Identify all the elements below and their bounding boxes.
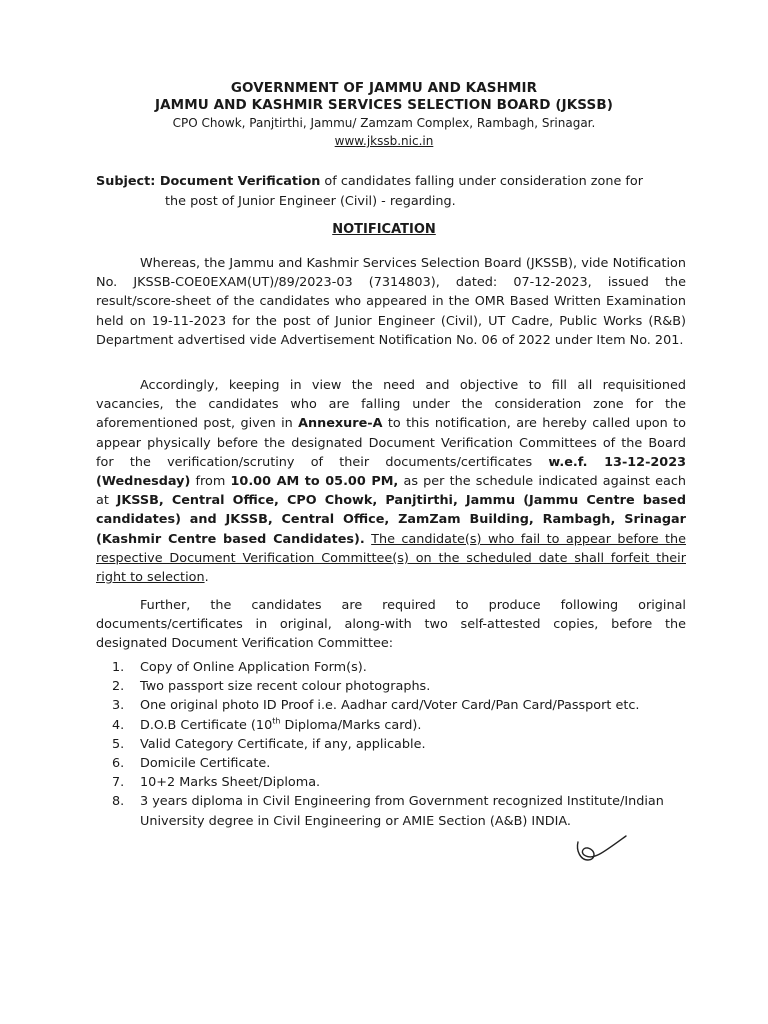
signature-mark	[570, 830, 630, 870]
subject-block	[96, 172, 680, 212]
list-item: 8. 3 years diploma in Civil Engineering from Government recognized Institute/Indian University degree in Civil Engineering or AMIE Section (A&B) INDIA.	[112, 794, 664, 829]
list-item: 5. Valid Category Certificate, if any, applicable.	[112, 736, 426, 752]
header-address: CPO Chowk, Panjtirthi, Jammu/ Zamzam Complex, Rambagh, Srinagar.	[172, 116, 596, 130]
notification-title: NOTIFICATION	[332, 222, 436, 237]
list-item: 7. 10+2 Marks Sheet/Diploma.	[112, 775, 321, 791]
list-item: 6. Domicile Certificate.	[112, 756, 271, 772]
p2-time: 10.00 AM to 05.00 PM,	[230, 474, 399, 490]
p2-t6: .	[204, 570, 209, 586]
subject-line2: the post of Junior Engineer (Civil) - regarding.	[165, 194, 456, 209]
list-item: 2. Two passport size recent colour photographs.	[112, 679, 431, 695]
documents-list	[112, 658, 684, 831]
p2-t2: to this notification, are hereby called upon to appear physically before the designated Document Verification Committees of the Board for the verification/scrutiny of their documents/certificates	[96, 416, 686, 470]
paragraph-3-text: Further, the candidates are required to produce following original documents/certificates in original, along-with two self-attested copies, before the designated Document Verification Committee:	[96, 598, 686, 652]
p2-t4: as per the schedule indicated against each at	[96, 474, 686, 509]
p2-warning: The candidate(s) who fail to appear before the respective Document Verification Committee(s) on the scheduled date shall forfeit their right to selection	[96, 531, 686, 586]
paragraph-1-text: Whereas, the Jammu and Kashmir Services Selection Board (JKSSB), vide Notification No. JKSSB-COE0EXAM(UT)/89/2023-03 (7314803), dated: 07-12-2023, issued the result/score-sheet of the candidates who appeared in the OMR Based Written Examination held on 19-11-2023 for the post of Junior Engineer (Civil), UT Cadre, Public Works (R&B) Department advertised vide Advertisement Notification No. 06 of 2022 under Item No. 201.	[96, 256, 686, 348]
subject-label: Subject:	[96, 174, 160, 189]
p2-t1: Accordingly, keeping in view the need and objective to fill all requisitioned vacancies, the candidates who are falling under the consideration zone for the aforementioned post, given in	[96, 378, 686, 432]
p2-t3: from	[190, 474, 231, 490]
p2-annexure: Annexure-A	[298, 416, 383, 432]
paragraph-3	[96, 596, 686, 654]
subject-bold: Document Verification	[159, 174, 321, 189]
p2-venues: JKSSB, Central Office, CPO Chowk, Panjtirthi, Jammu (Jammu Centre based candidates) and JKSSB, Central Office, ZamZam Building, Rambagh, Srinagar (Kashmir Centre based Candidates).	[96, 493, 686, 547]
header-website-link[interactable]: www.jkssb.nic.in	[334, 134, 434, 148]
list-item: 3. One original photo ID Proof i.e. Aadhar card/Voter Card/Pan Card/Passport etc.	[112, 698, 640, 714]
header-board: JAMMU AND KASHMIR SERVICES SELECTION BOARD (JKSSB)	[155, 97, 613, 113]
paragraph-1	[96, 254, 686, 350]
paragraph-2	[96, 376, 686, 587]
p2-date: w.e.f. 13-12-2023 (Wednesday)	[96, 454, 686, 490]
list-item: 4. D.O.B Certificate (10th Diploma/Marks card).	[112, 716, 422, 733]
header-government: GOVERNMENT OF JAMMU AND KASHMIR	[230, 80, 538, 96]
list-item: 1. Copy of Online Application Form(s).	[112, 660, 367, 675]
letterhead	[0, 80, 768, 150]
subject-rest: of candidates falling under consideration zone for	[320, 174, 644, 189]
